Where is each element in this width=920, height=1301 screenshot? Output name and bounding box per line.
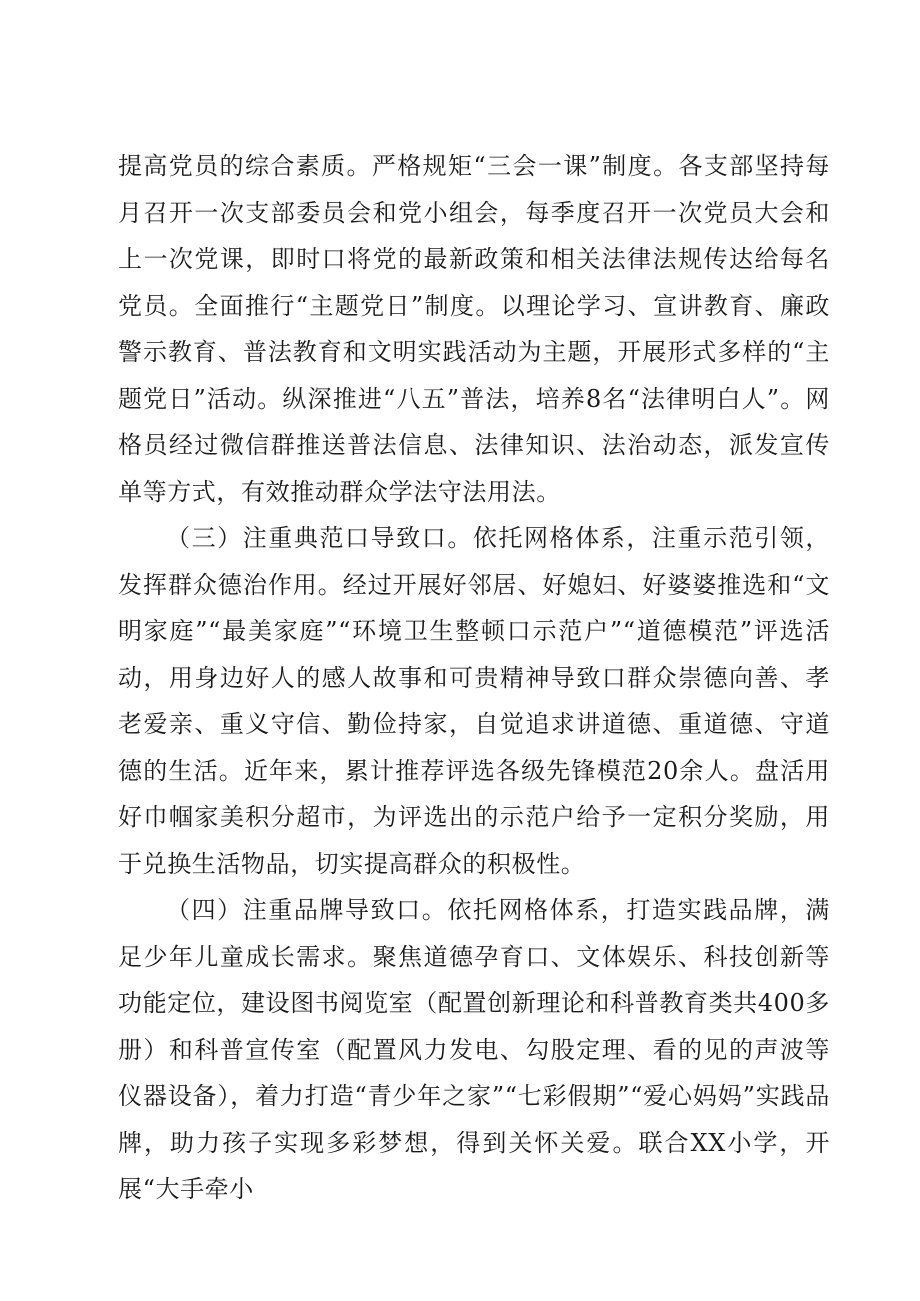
paragraph-2: （三）注重典范口导致口。依托网格体系，注重示范引领，发挥群众德治作用。经过开展好邻居、好媳妇、好婆婆推选和“文明家庭”“最美家庭”“环境卫生整顿口示范户”“道德模范”评选活动，用身边好人的感人故事和可贵精神导致口群众崇德向善、孝老爱亲、重义守信、勤俭持家，自觉追求讲道德、重道德、守道德的生活。近年来，累计推荐评选各级先锋模范20余人。盘活用好巾帼家美积分超市，为评选出的示范户给予一定积分奖励，用于兑换生活物品，切实提高群众的积极性。 [118, 524, 830, 878]
paragraph-1: 提高党员的综合素质。严格规矩“三会一课”制度。各支部坚持每月召开一次支部委员会和党小组会，每季度召开一次党员大会和上一次党课，即时口将党的最新政策和相关法律法规传达给每名党员。全面推行“主题党日”制度。以理论学习、宣讲教育、廉政警示教育、普法教育和文明实践活动为主题，开展形式多样的“主题党日”活动。纵深推进“八五”普法，培养8名“法律明白人”。网格员经过微信群推送普法信息、法律知识、法治动态，派发宣传单等方式，有效推动群众学法守法用法。 [118, 152, 830, 506]
document-body [118, 143, 830, 1213]
paragraph-3: （四）注重品牌导致口。依托网格体系，打造实践品牌，满足少年儿童成长需求。聚焦道德孕育口、文体娱乐、科技创新等功能定位，建设图书阅览室（配置创新理论和科普教育类共400多册）和科普宣传室（配置风力发电、勾股定理、看的见的声波等仪器设备），着力打造“青少年之家”“七彩假期”“爱心妈妈”实践品牌，助力孩子实现多彩梦想，得到关怀关爱。联合XX小学，开展“大手牵小 [118, 896, 830, 1203]
